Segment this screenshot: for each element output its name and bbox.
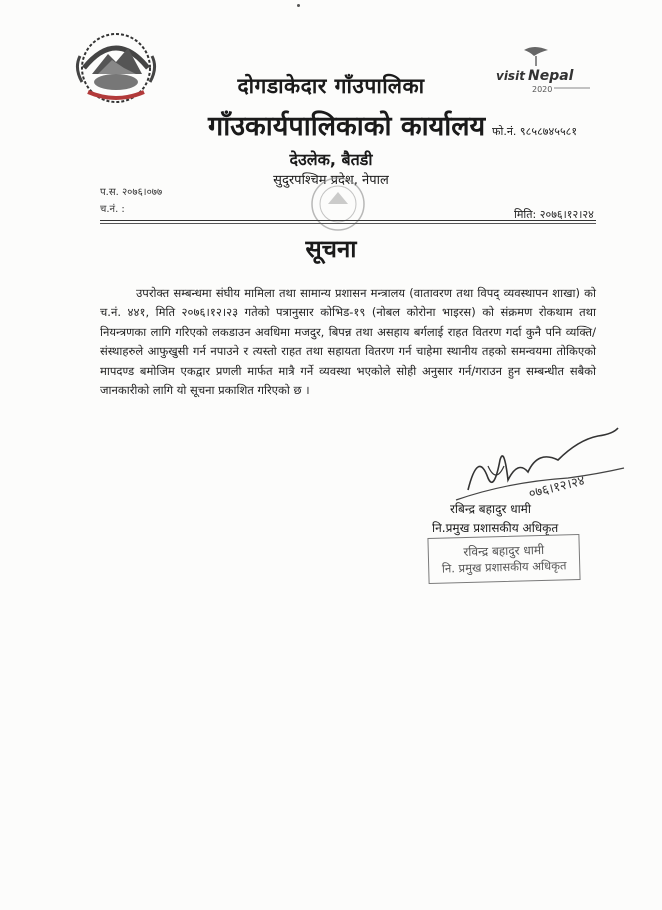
header-divider [100,220,596,221]
svg-text:visit: visit [496,69,525,83]
letter-date: मिति: २०७६।१२।२४ [514,208,594,221]
signer-title: नि.प्रमुख प्रशासकीय अधिकृत [432,521,559,535]
address-line-1: देउलेक, बैतडी [289,150,373,169]
stamp-title: नि. प्रमुख प्रशासकीय अधिकृत [441,558,567,576]
scan-speck [297,4,300,7]
name-stamp [427,534,580,584]
phone-number: फो.नं. ९८५८७४५५८१ [492,125,578,138]
municipality-name: दोगडाकेदार गाँउपालिका [237,74,425,98]
svg-text:Nepal: Nepal [528,68,574,84]
header-divider-secondary [100,223,596,224]
stamp-name: रविन्द्र बहादुर धामी [463,542,545,560]
notice-heading: सूचना [305,235,357,263]
signature-date: ०७६।१२।२४ [527,473,587,502]
reference-number: प.स. २०७६।०७७ [100,187,163,198]
signer-name: रबिन्द्र बहादुर धामी [450,502,531,516]
svg-text:2020: 2020 [532,85,553,94]
office-seal-icon [298,172,378,236]
notice-body: उपरोक्त सम्बन्धमा संघीय मामिला तथा सामान्य प्रशासन मन्त्रालय (वातावरण तथा विपद् व्यवस्थापन शाखा) को च.नं. ४४१, मिति २०७६।१२।२३ गतेको पत्रानुसार कोभिड-१९ (नोबल कोरोना भाइरस) को संक्रमण रोकथाम तथा नियन्त्रणका लागि गरिएको लकडाउन अवधिमा मजदुर, बिपन्न तथा असहाय बर्गलाई राहत वितरण गर्दा कुनै पनि व्यक्ति/संस्थाहरुले आफुखुसी गर्न नपाउने र त्यस्तो राहत तथा सहायता वितरण गर्न चाहेमा स्थानीय तहको समन्वयमा तोकिएको मापदण्ड बमोजिम एकद्वार प्रणली मार्फत मात्रै गर्ने व्यवस्था भएकोले सोही अनुसार गर्न/गराउन हुन सम्बन्धीत सबैको जानकारीको लागि यो सूचना प्रकाशित गरिएको छ । [100,286,596,398]
address-line-2: सुदुरपश्चिम प्रदेश, नेपाल [273,173,389,188]
dispatch-number: च.नं. : [100,204,125,215]
office-name: गाँउकार्यपालिकाको कार्यालय [208,111,486,142]
